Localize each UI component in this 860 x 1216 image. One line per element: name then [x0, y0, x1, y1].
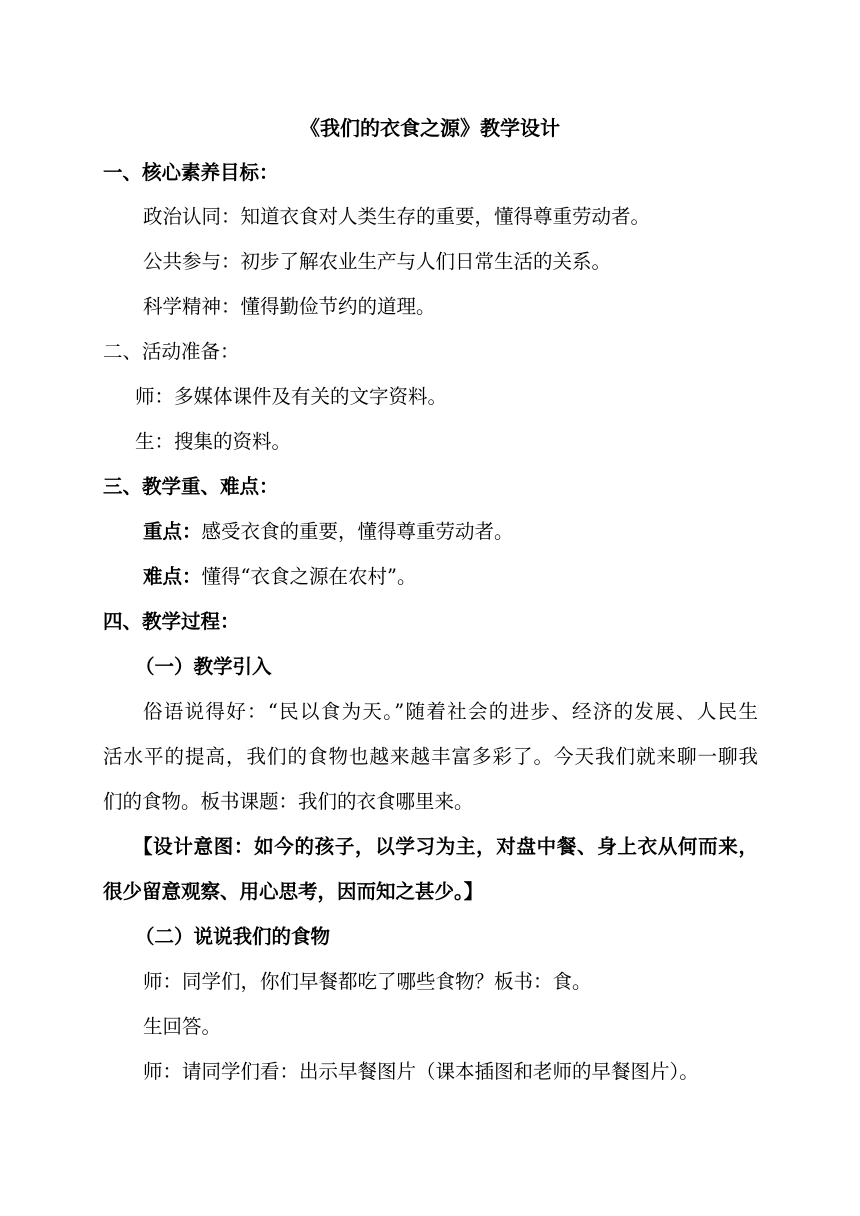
preparation-student: 生：搜集的资料。	[135, 430, 292, 453]
subsection-heading-intro: （一）教学引入	[135, 655, 272, 678]
objective-public: 公共参与：初步了解农业生产与人们日常生活的关系。	[143, 250, 612, 273]
key-point-text: 感受衣食的重要，懂得尊重劳动者。	[201, 520, 514, 543]
subsection-heading-food: （二）说说我们的食物	[135, 925, 331, 948]
section-heading-process: 四、教学过程：	[103, 610, 240, 633]
intro-paragraph-line-2: 活水平的提高，我们的食物也越来越丰富多彩了。今天我们就来聊一聊我	[103, 745, 758, 768]
objective-political: 政治认同：知道衣食对人类生存的重要，懂得尊重劳动者。	[143, 205, 651, 228]
dialogue-teacher-question: 师：同学们，你们早餐都吃了哪些食物？板书：食。	[143, 970, 592, 993]
section-heading-preparation: 二、活动准备：	[103, 340, 240, 363]
intro-paragraph-line-1: 俗语说得好：“民以食为天。”随着社会的进步、经济的发展、人民生	[143, 700, 758, 723]
objective-science: 科学精神：懂得勤俭节约的道理。	[143, 295, 436, 318]
section-heading-key-points: 三、教学重、难点：	[103, 475, 279, 498]
key-point-line	[143, 522, 514, 542]
dialogue-student-answer: 生回答。	[143, 1015, 222, 1038]
difficult-point-text: 懂得“衣食之源在农村”。	[201, 565, 417, 588]
difficult-point-label: 难点：	[143, 565, 202, 588]
preparation-teacher: 师：多媒体课件及有关的文字资料。	[135, 385, 448, 408]
dialogue-teacher-show-images: 师：请同学们看：出示早餐图片（课本插图和老师的早餐图片）。	[143, 1060, 699, 1083]
design-intent-line-1: 【设计意图：如今的孩子，以学习为主，对盘中餐、身上衣从何而来，	[133, 835, 758, 858]
design-intent-line-2: 很少留意观察、用心思考，因而知之甚少。】	[103, 880, 484, 903]
key-point-label: 重点：	[143, 520, 202, 543]
document-title: 《我们的衣食之源》教学设计	[300, 116, 560, 140]
difficult-point-line	[143, 567, 416, 587]
intro-paragraph-line-3: 们的食物。板书课题：我们的衣食哪里来。	[103, 790, 474, 813]
section-heading-objectives: 一、核心素养目标：	[103, 161, 279, 184]
